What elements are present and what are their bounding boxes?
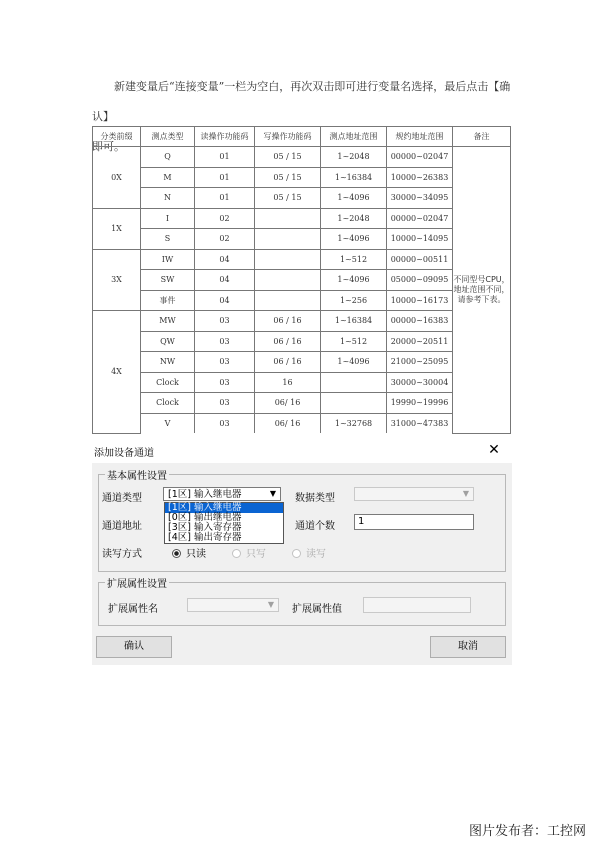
table-row [93,229,511,250]
note-cell [453,147,511,434]
ok-button[interactable]: 确认 [96,636,172,658]
table-cell: 1~16384 [321,167,387,188]
variable-table [92,126,511,434]
table-cell: 30000~30004 [387,372,453,393]
table-cell: 1~2048 [321,208,387,229]
rw-readwrite-label: 读写 [306,549,326,560]
table-cell: Clock [141,372,195,393]
rw-mode-label: 读写方式 [102,549,142,560]
channel-type-option[interactable]: [4区] 输出寄存器 [168,532,242,543]
table-cell [255,249,321,270]
table-cell: S [141,229,195,250]
header-point-address: 测点地址范围 [321,127,387,147]
table-cell: 21000~25095 [387,352,453,373]
table-cell: 03 [195,331,255,352]
table-row [93,331,511,352]
prefix-cell: 4X [93,311,141,434]
table-cell: 1~256 [321,290,387,311]
header-protocol-address: 规约地址范围 [387,127,453,147]
table-cell: 00000~02047 [387,147,453,168]
table-cell: 04 [195,249,255,270]
table-cell: 01 [195,188,255,209]
note-text: 不同型号CPU，地址范围不同，请参考下表。 [453,274,510,304]
intro-line-1: 新建变量后“连接变量”一栏为空白，再次双击即可进行变量名选择，最后点击【确认】 [92,80,511,123]
table-row [93,413,511,433]
table-cell: 10000~14095 [387,229,453,250]
table-cell: I [141,208,195,229]
table-cell: 10000~26383 [387,167,453,188]
table-cell: 06 / 16 [255,352,321,373]
table-row [93,290,511,311]
table-cell: 30000~34095 [387,188,453,209]
rw-readwrite-radio[interactable] [292,545,326,560]
ext-settings-legend: 扩展属性设置 [105,575,169,590]
table-cell: 03 [195,372,255,393]
rw-writeonly-label: 只写 [246,549,266,560]
table-row [93,167,511,188]
channel-count-label: 通道个数 [295,521,335,532]
table-cell: N [141,188,195,209]
table-header-row [93,127,511,147]
chevron-down-icon[interactable]: ▼ [462,489,470,498]
table-cell: 1~512 [321,249,387,270]
table-cell: 00000~00511 [387,249,453,270]
table-cell: 06 / 16 [255,311,321,332]
table-cell: 02 [195,229,255,250]
table-cell: NW [141,352,195,373]
table-cell: 事件 [141,290,195,311]
prefix-cell: 3X [93,249,141,311]
table-row [93,147,511,168]
header-note: 备注 [453,127,511,147]
table-row [93,270,511,291]
radio-dot-icon [292,549,301,558]
channel-type-option[interactable]: [1区] 输入继电器 [165,503,283,513]
table-cell: IW [141,249,195,270]
table-cell: SW [141,270,195,291]
prefix-cell: 1X [93,208,141,249]
table-cell: 1~512 [321,331,387,352]
ext-value-label: 扩展属性值 [292,604,342,615]
watermark-text: 图片发布者：工控网 [468,824,586,839]
ext-value-input[interactable] [363,597,471,613]
radio-dot-icon [172,549,181,558]
table-cell: 04 [195,270,255,291]
rw-readonly-radio[interactable] [172,545,206,560]
chevron-down-icon[interactable]: ▼ [267,600,275,609]
table-cell: 06/ 16 [255,413,321,433]
table-cell: 1~2048 [321,147,387,168]
table-cell [255,208,321,229]
table-row [93,311,511,332]
channel-type-select[interactable] [163,487,281,501]
table-cell: 05000~09095 [387,270,453,291]
channel-address-label: 通道地址 [102,521,142,532]
table-cell: 31000~47383 [387,413,453,433]
channel-type-dropdown-list[interactable] [164,502,284,544]
table-cell: 1~4096 [321,188,387,209]
table-row [93,249,511,270]
chevron-down-icon[interactable]: ▼ [269,489,277,498]
channel-type-label: 通道类型 [102,493,142,504]
table-cell: Q [141,147,195,168]
header-read-code: 读操作功能码 [195,127,255,147]
rw-readonly-label: 只读 [186,549,206,560]
table-cell [255,229,321,250]
table-cell [255,290,321,311]
dialog-title: 添加设备通道 [94,448,154,459]
header-point-type: 测点类型 [141,127,195,147]
table-row [93,352,511,373]
rw-writeonly-radio[interactable] [232,545,266,560]
table-cell: Clock [141,393,195,414]
table-cell: MW [141,311,195,332]
table-cell: 06 / 16 [255,331,321,352]
table-cell [321,393,387,414]
table-cell: 1~4096 [321,352,387,373]
data-type-select[interactable] [354,487,474,501]
table-cell: 05 / 15 [255,188,321,209]
header-write-code: 写操作功能码 [255,127,321,147]
table-cell: 16 [255,372,321,393]
table-cell: M [141,167,195,188]
table-cell: 03 [195,413,255,433]
table-cell: 1~16384 [321,311,387,332]
add-device-channel-dialog [92,438,512,665]
radio-dot-icon [232,549,241,558]
table-cell: 1~32768 [321,413,387,433]
table-cell [321,372,387,393]
table-cell: 01 [195,167,255,188]
table-cell: V [141,413,195,433]
prefix-cell: 0X [93,147,141,209]
channel-type-value: [1区] 输入继电器 [168,489,242,500]
table-row [93,393,511,414]
table-cell: 01 [195,147,255,168]
cancel-button[interactable]: 取消 [430,636,506,658]
table-cell: 1~4096 [321,270,387,291]
table-cell: 19990~19996 [387,393,453,414]
table-cell: QW [141,331,195,352]
intro-line-2: 即可。 [92,140,125,153]
table-cell: 05 / 15 [255,147,321,168]
table-cell [255,270,321,291]
table-cell: 06/ 16 [255,393,321,414]
channel-count-input[interactable]: 1 [354,514,474,530]
table-cell: 03 [195,311,255,332]
ext-name-label: 扩展属性名 [108,604,158,615]
table-cell: 00000~02047 [387,208,453,229]
table-row [93,372,511,393]
table-row [93,208,511,229]
table-cell: 02 [195,208,255,229]
ext-name-select[interactable] [187,598,279,612]
table-cell: 03 [195,352,255,373]
channel-type-option[interactable]: [3区] 输入寄存器 [168,522,242,533]
table-cell: 03 [195,393,255,414]
close-icon[interactable]: ✕ [488,442,500,458]
channel-type-option[interactable]: [0区] 输出继电器 [168,512,242,523]
basic-settings-legend: 基本属性设置 [105,467,169,482]
dialog-title-bar [92,439,512,463]
data-type-label: 数据类型 [295,493,335,504]
table-cell: 04 [195,290,255,311]
table-cell: 05 / 15 [255,167,321,188]
table-cell: 10000~16173 [387,290,453,311]
table-row [93,188,511,209]
table-cell: 00000~16383 [387,311,453,332]
header-prefix: 分类前缀 [93,127,141,147]
table-cell: 1~4096 [321,229,387,250]
table-cell: 20000~20511 [387,331,453,352]
